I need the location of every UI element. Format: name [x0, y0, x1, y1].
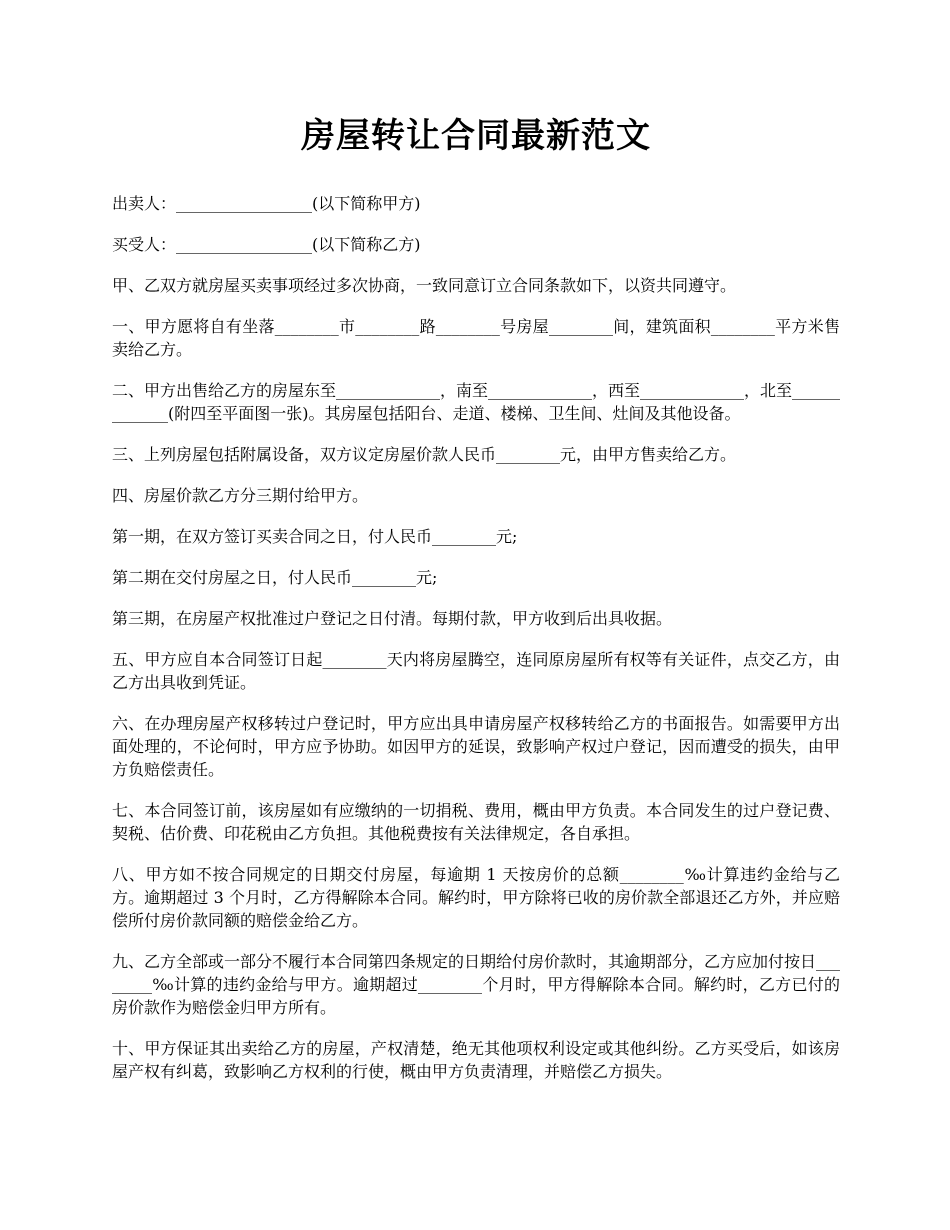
clause-4: 四、房屋价款乙方分三期付给甲方。	[112, 486, 369, 505]
document-page	[112, 110, 840, 1101]
clause-5: 五、甲方应自本合同签订日起________天内将房屋腾空，连同原房屋所有权等有关证件，点交乙方，由乙方出具收到凭证。	[112, 650, 840, 692]
clause-1: 一、甲方愿将自有坐落________市________路________号房屋________间，建筑面积________平方米售卖给乙方。	[112, 317, 840, 359]
seller-line: 出卖人：_________________(以下简称甲方)	[112, 194, 421, 213]
payment-phase-1: 第一期，在双方签订买卖合同之日，付人民币________元;	[112, 527, 518, 546]
clause-6: 六、在办理房屋产权移转过户登记时，甲方应出具申请房屋产权移转给乙方的书面报告。如需要甲方出面处理的，不论何时，甲方应予协助。如因甲方的延误，致影响产权过户登记，因而遭受的损失，由甲方负赔偿责任。	[112, 714, 840, 779]
clause-7: 七、本合同签订前，该房屋如有应缴纳的一切捐税、费用，概由甲方负责。本合同发生的过户登记费、契税、估价费、印花税由乙方负担。其他税费按有关法律规定，各自承担。	[112, 801, 840, 843]
payment-phase-2: 第二期在交付房屋之日，付人民币________元;	[112, 568, 438, 587]
clause-2: 二、甲方出售给乙方的房屋东至_____________，南至_____________，西至_____________，北至_____________(附四至平面图一张)。其房屋包括阳台、走道、楼梯、卫生间、灶间及其他设备。	[112, 381, 841, 423]
clause-9: 九、乙方全部或一部分不履行本合同第四条规定的日期给付房价款时，其逾期部分，乙方应加付按日________‰计算的违约金给与甲方。逾期超过________个月时，甲方得解除本合同。解约时，乙方已付的房价款作为赔偿金归甲方所有。	[112, 952, 841, 1017]
preamble: 甲、乙双方就房屋买卖事项经过多次协商，一致同意订立合同条款如下，以资共同遵守。	[112, 276, 737, 295]
clause-3: 三、上列房屋包括附属设备，双方议定房屋价款人民币________元，由甲方售卖给乙方。	[112, 445, 737, 464]
buyer-line: 买受人：_________________(以下简称乙方)	[112, 235, 421, 254]
clause-8: 八、甲方如不按合同规定的日期交付房屋，每逾期 1 天按房价的总额________‰计算违约金给与乙方。逾期超过 3 个月时，乙方得解除本合同。解约时，甲方除将已收的房价款全部退还乙方外，并应赔偿所付房价款同额的赔偿金给乙方。	[112, 865, 840, 930]
payment-phase-3: 第三期，在房屋产权批准过户登记之日付清。每期付款，甲方收到后出具收据。	[112, 609, 673, 628]
document-title: 房屋转让合同最新范文	[301, 116, 651, 156]
clause-10: 十、甲方保证其出卖给乙方的房屋，产权清楚，绝无其他项权利设定或其他纠纷。乙方买受后，如该房屋产权有纠葛，致影响乙方权利的行使，概由甲方负责清理，并赔偿乙方损失。	[112, 1039, 840, 1081]
